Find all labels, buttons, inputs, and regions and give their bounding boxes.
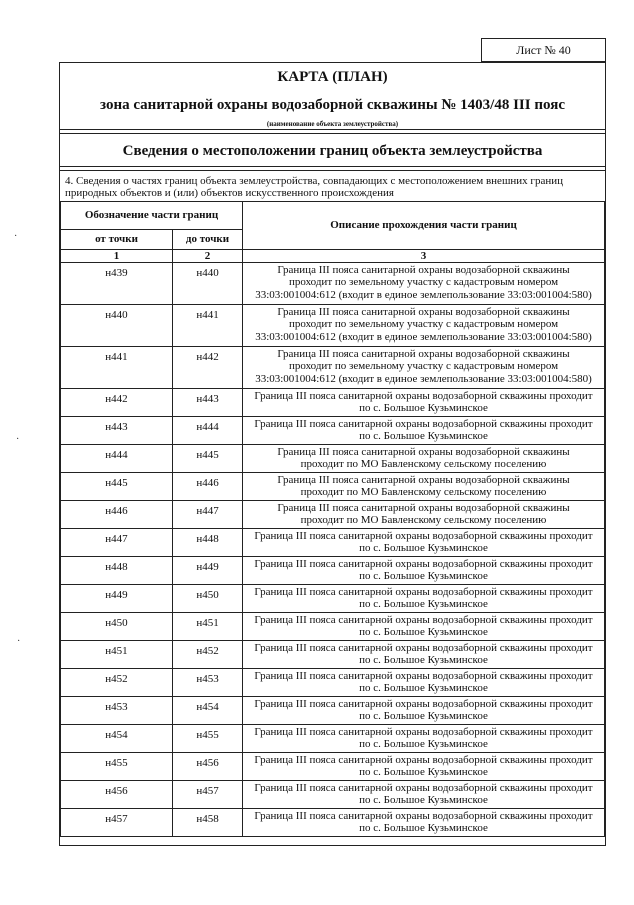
from-point-cell: н446 — [61, 501, 173, 529]
description-line: по с. Большое Кузьминское — [359, 542, 488, 555]
table-row — [61, 389, 605, 417]
description-line: 33:03:001004:612 (входит в единое землепользование 33:03:001004:580) — [255, 288, 592, 301]
description-line: Граница III пояса санитарной охраны водозаборной скважины проходит — [254, 810, 593, 823]
scan-mark: · — [14, 231, 18, 242]
subtitle-caption: (наименование объекта землеустройства) — [266, 120, 399, 128]
col-number-3: 3 — [243, 250, 605, 263]
description-line: 33:03:001004:612 (входит в единое землепользование 33:03:001004:580) — [255, 372, 592, 385]
table-row — [61, 557, 605, 585]
table-row — [61, 585, 605, 613]
table-row — [61, 809, 605, 837]
description-cell — [243, 753, 605, 781]
header-to-point: до точки — [173, 230, 243, 250]
to-point-cell: н441 — [173, 305, 243, 347]
description-line: по с. Большое Кузьминское — [359, 794, 488, 807]
from-point-cell: н450 — [61, 613, 173, 641]
to-point-cell: н442 — [173, 347, 243, 389]
description-cell — [243, 473, 605, 501]
to-point-cell: н445 — [173, 445, 243, 473]
description-cell — [243, 263, 605, 305]
from-point-cell: н453 — [61, 697, 173, 725]
to-point-cell: н448 — [173, 529, 243, 557]
boundary-table — [60, 201, 605, 837]
description-line: Граница III пояса санитарной охраны водозаборной скважины проходит — [254, 726, 593, 739]
divider — [60, 133, 605, 134]
section-title: Сведения о местоположении границ объекта землеустройства — [122, 143, 543, 159]
table-row — [61, 501, 605, 529]
description-line: Граница III пояса санитарной охраны водозаборной скважины проходит — [254, 670, 593, 683]
description-line: проходит по земельному участку с кадастровым номером — [288, 360, 559, 373]
from-point-cell: н448 — [61, 557, 173, 585]
description-line: 33:03:001004:612 (входит в единое землепользование 33:03:001004:580) — [255, 330, 592, 343]
to-point-cell: н444 — [173, 417, 243, 445]
description-cell — [243, 809, 605, 837]
from-point-cell: н445 — [61, 473, 173, 501]
table-row — [61, 445, 605, 473]
to-point-cell: н449 — [173, 557, 243, 585]
description-line: Граница III пояса санитарной охраны водозаборной скважины проходит — [254, 558, 593, 571]
table-row — [61, 529, 605, 557]
document-frame — [59, 62, 606, 846]
description-line: Граница III пояса санитарной охраны водозаборной скважины — [277, 348, 570, 361]
divider — [60, 170, 605, 171]
page-subtitle: зона санитарной охраны водозаборной скважины № 1403/48 III пояс — [100, 97, 565, 113]
description-line: проходит по МО Бавленскому сельскому поселению — [300, 514, 547, 527]
description-cell — [243, 669, 605, 697]
col-number-1: 1 — [61, 250, 173, 263]
to-point-cell: н443 — [173, 389, 243, 417]
description-line: Граница III пояса санитарной охраны водозаборной скважины проходит — [254, 586, 593, 599]
scan-mark: · — [16, 434, 20, 445]
from-point-cell: н454 — [61, 725, 173, 753]
description-cell — [243, 613, 605, 641]
table-row — [61, 753, 605, 781]
table-row — [61, 305, 605, 347]
to-point-cell: н440 — [173, 263, 243, 305]
header-from-point: от точки — [61, 230, 173, 250]
to-point-cell: н455 — [173, 725, 243, 753]
to-point-cell: н450 — [173, 585, 243, 613]
from-point-cell: н451 — [61, 641, 173, 669]
table-row — [61, 641, 605, 669]
table-row — [61, 473, 605, 501]
from-point-cell: н457 — [61, 809, 173, 837]
table-row — [61, 669, 605, 697]
description-cell — [243, 585, 605, 613]
to-point-cell: н454 — [173, 697, 243, 725]
description-line: проходит по земельному участку с кадастровым номером — [288, 276, 559, 289]
table-body — [61, 263, 605, 837]
description-line: проходит по МО Бавленскому сельскому поселению — [300, 486, 547, 499]
description-line: по с. Большое Кузьминское — [359, 570, 488, 583]
description-line: по с. Большое Кузьминское — [359, 598, 488, 611]
from-point-cell: н447 — [61, 529, 173, 557]
description-line: Граница III пояса санитарной охраны водозаборной скважины — [277, 502, 570, 515]
description-line: Граница III пояса санитарной охраны водозаборной скважины проходит — [254, 754, 593, 767]
description-cell — [243, 445, 605, 473]
description-line: Граница III пояса санитарной охраны водозаборной скважины проходит — [254, 782, 593, 795]
from-point-cell: н452 — [61, 669, 173, 697]
description-line: Граница III пояса санитарной охраны водозаборной скважины — [277, 306, 570, 319]
description-line: по с. Большое Кузьминское — [359, 430, 488, 443]
from-point-cell: н439 — [61, 263, 173, 305]
description-cell — [243, 501, 605, 529]
from-point-cell: н441 — [61, 347, 173, 389]
from-point-cell: н442 — [61, 389, 173, 417]
description-line: проходит по земельному участку с кадастровым номером — [288, 318, 559, 331]
to-point-cell: н451 — [173, 613, 243, 641]
description-cell — [243, 347, 605, 389]
from-point-cell: н456 — [61, 781, 173, 809]
description-line: Граница III пояса санитарной охраны водозаборной скважины проходит — [254, 614, 593, 627]
sheet-number: Лист № 40 — [481, 38, 606, 62]
description-line: Граница III пояса санитарной охраны водозаборной скважины проходит — [254, 698, 593, 711]
description-line: Граница III пояса санитарной охраны водозаборной скважины — [277, 474, 570, 487]
to-point-cell: н456 — [173, 753, 243, 781]
description-line: по с. Большое Кузьминское — [359, 682, 488, 695]
description-line: по с. Большое Кузьминское — [359, 626, 488, 639]
to-point-cell: н458 — [173, 809, 243, 837]
to-point-cell: н447 — [173, 501, 243, 529]
description-cell — [243, 641, 605, 669]
description-line: Граница III пояса санитарной охраны водозаборной скважины — [277, 446, 570, 459]
header-part-designation: Обозначение части границ — [61, 202, 243, 230]
table-row — [61, 613, 605, 641]
from-point-cell: н440 — [61, 305, 173, 347]
page-title: КАРТА (ПЛАН) — [277, 69, 388, 85]
description-line: Граница III пояса санитарной охраны водозаборной скважины проходит — [254, 642, 593, 655]
description-cell — [243, 557, 605, 585]
col-number-2: 2 — [173, 250, 243, 263]
description-line: по с. Большое Кузьминское — [359, 402, 488, 415]
table-row — [61, 781, 605, 809]
description-line: Граница III пояса санитарной охраны водозаборной скважины проходит — [254, 418, 593, 431]
description-cell — [243, 725, 605, 753]
description-cell — [243, 417, 605, 445]
description-line: по с. Большое Кузьминское — [359, 710, 488, 723]
description-line: Граница III пояса санитарной охраны водозаборной скважины — [277, 264, 570, 277]
to-point-cell: н457 — [173, 781, 243, 809]
description-cell — [243, 529, 605, 557]
to-point-cell: н452 — [173, 641, 243, 669]
description-cell — [243, 389, 605, 417]
header-description: Описание прохождения части границ — [243, 202, 605, 250]
from-point-cell: н455 — [61, 753, 173, 781]
table-row — [61, 417, 605, 445]
description-cell — [243, 697, 605, 725]
table-row — [61, 725, 605, 753]
from-point-cell: н444 — [61, 445, 173, 473]
description-cell — [243, 781, 605, 809]
from-point-cell: н443 — [61, 417, 173, 445]
divider — [60, 166, 605, 167]
description-line: по с. Большое Кузьминское — [359, 654, 488, 667]
description-line: проходит по МО Бавленскому сельскому поселению — [300, 458, 547, 471]
description-line: по с. Большое Кузьминское — [359, 766, 488, 779]
divider — [60, 129, 605, 130]
description-cell — [243, 305, 605, 347]
description-line: по с. Большое Кузьминское — [359, 822, 488, 835]
table-row — [61, 263, 605, 305]
description-line: Граница III пояса санитарной охраны водозаборной скважины проходит — [254, 390, 593, 403]
table-row — [61, 697, 605, 725]
description-line: по с. Большое Кузьминское — [359, 738, 488, 751]
scan-mark: · — [17, 636, 21, 647]
table-row — [61, 347, 605, 389]
to-point-cell: н446 — [173, 473, 243, 501]
to-point-cell: н453 — [173, 669, 243, 697]
from-point-cell: н449 — [61, 585, 173, 613]
description-line: Граница III пояса санитарной охраны водозаборной скважины проходит — [254, 530, 593, 543]
section-note: 4. Сведения о частях границ объекта землеустройства, совпадающих с местоположением внешних границ природных объектов и (или) объектов искусственного происхождения — [65, 175, 563, 199]
